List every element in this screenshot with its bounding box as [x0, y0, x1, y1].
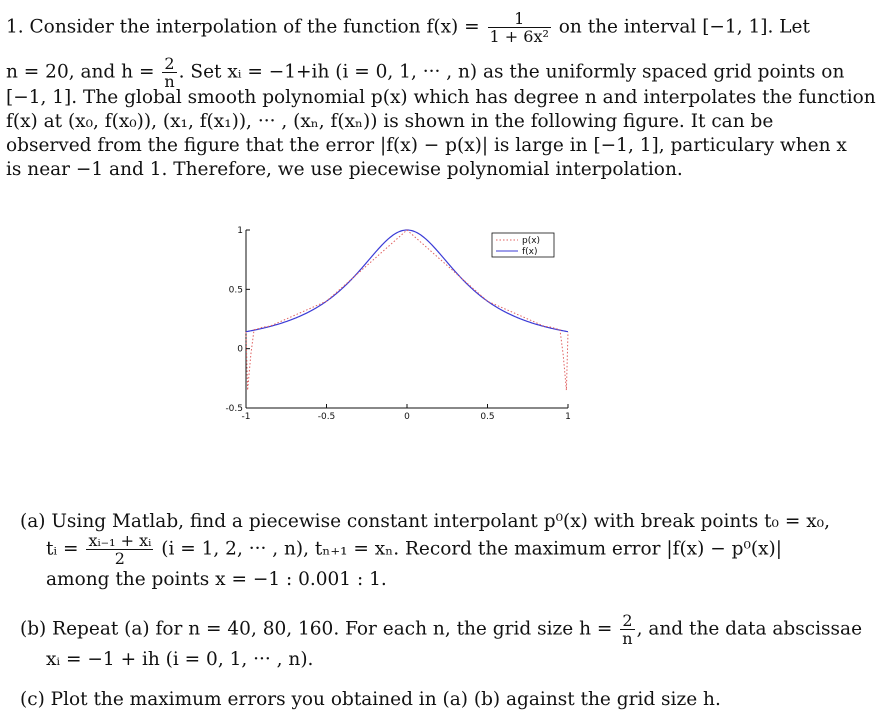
fraction-numerator: 1 [488, 10, 551, 28]
intro-text: on the interval [−1, 1]. Let [558, 16, 810, 38]
x-tick-label: -1 [241, 412, 251, 422]
intro-line-2 [6, 54, 845, 91]
intro-line-1 [6, 9, 810, 46]
x-tick-label: 0.5 [480, 412, 495, 422]
fraction-denominator: 2 [114, 549, 125, 568]
function-label: f(x) = [426, 16, 480, 38]
intro-text: n = 20, and h = [6, 61, 155, 83]
item-a-line-3: among the points x = −1 : 0.001 : 1. [46, 569, 387, 590]
intro-line-6: is near −1 and 1. Therefore, we use piecewise polynomial interpolation. [6, 159, 683, 180]
legend-label-f: f(x) [522, 247, 538, 257]
intro-line-3: [−1, 1]. The global smooth polynomial p(x) which has degree n and interpolates the function [6, 87, 876, 108]
item-b-line-2: xᵢ = −1 + ih (i = 0, 1, ··· , n). [46, 649, 314, 670]
y-tick-label: 1 [237, 226, 243, 236]
x-tick-label: 1 [565, 412, 571, 422]
function-fraction [488, 10, 551, 45]
y-tick-label: 0 [237, 344, 243, 355]
x-tick-label: -0.5 [317, 412, 336, 422]
h-fraction [162, 55, 176, 90]
item-a-line-2 [46, 532, 816, 567]
item-text: , and the data abscissae [636, 618, 863, 640]
item-a-line-1: (a) Using Matlab, find a piecewise constant interpolant p⁰(x) with break points t₀ = x₀, [20, 511, 830, 532]
item-text: (i = 1, 2, ··· , n), tₙ₊₁ = xₙ. Record the maximum error |f(x) − p⁰(x)| [161, 538, 782, 560]
item-b-line-1 [20, 611, 863, 648]
intro-line-5: observed from the figure that the error |f(x) − p(x)| is large in [−1, 1], particulary when x [6, 135, 847, 156]
fraction-denominator: n [164, 72, 175, 91]
t-label: tᵢ = [46, 538, 79, 560]
intro-text: . Set xᵢ = −1+ih (i = 0, 1, ··· , n) as the uniformly spaced grid points on [178, 61, 845, 83]
intro-text: 1. Consider the interpolation of the function [6, 16, 421, 38]
item-c-line-1: (c) Plot the maximum errors you obtained in (a) (b) against the grid size h. [20, 689, 721, 710]
fraction-denominator: 1 + 6x² [489, 27, 549, 46]
item-text: (b) Repeat (a) for n = 40, 80, 160. For each n, the grid size h = [20, 618, 613, 640]
interpolation-chart [210, 218, 590, 433]
fraction-numerator: 2 [162, 55, 176, 73]
intro-line-4: f(x) at (x₀, f(x₀)), (x₁, f(x₁)), ··· , (xₙ, f(xₙ)) is shown in the following figure. It can be [6, 111, 774, 132]
legend-label-p: p(x) [522, 236, 541, 246]
y-tick-label: 0.5 [228, 285, 243, 296]
x-tick-label: 0 [404, 412, 410, 422]
fraction-numerator: 2 [620, 612, 634, 630]
fraction-numerator: xᵢ₋₁ + xᵢ [88, 531, 152, 550]
y-tick-label: -0.5 [225, 404, 243, 414]
t-fraction [86, 532, 153, 567]
b-h-fraction [620, 612, 634, 647]
fraction-denominator: n [622, 629, 633, 648]
